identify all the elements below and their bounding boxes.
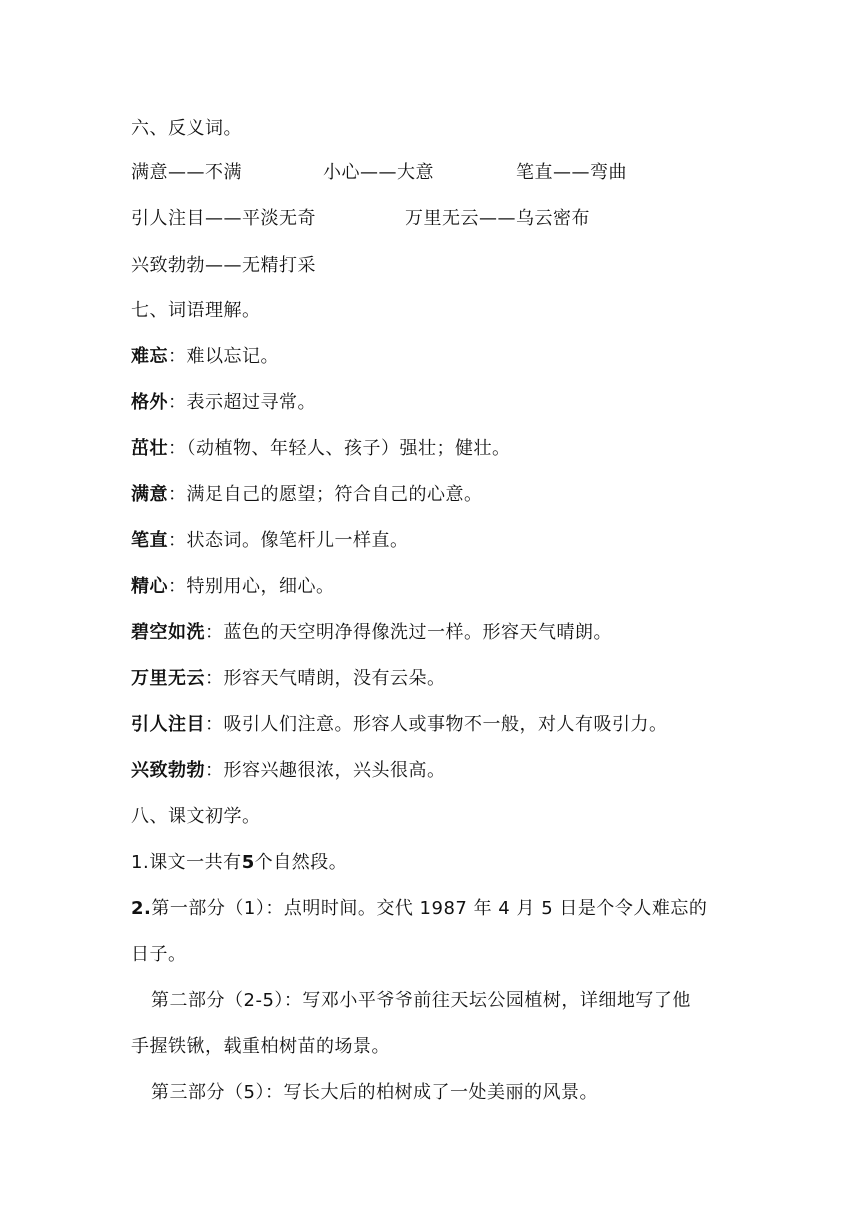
antonym-pair: 引人注目——平淡无奇 bbox=[131, 208, 316, 229]
vocab-item bbox=[131, 575, 335, 599]
vocab-definition: ：形容天气晴朗，没有云朵。 bbox=[205, 668, 446, 689]
text-span: 第一部分（1）：点明时间。交代 1987 年 4 月 5 日是个令人难忘的 bbox=[151, 898, 708, 919]
vocab-item bbox=[131, 621, 612, 645]
vocab-item bbox=[131, 529, 409, 553]
antonym-pair: 笔直——弯曲 bbox=[516, 162, 627, 183]
part-one-continuation: 日子。 bbox=[131, 944, 187, 965]
part-two-continuation: 手握铁锹，载重柏树苗的场景。 bbox=[131, 1036, 390, 1057]
vocab-item bbox=[131, 713, 668, 737]
vocab-term: 格外 bbox=[131, 392, 168, 413]
vocab-term: 万里无云 bbox=[131, 668, 205, 689]
vocab-item bbox=[131, 483, 483, 507]
vocab-term: 碧空如洗 bbox=[131, 622, 205, 643]
antonym-pair: 小心——大意 bbox=[323, 162, 434, 183]
antonym-pair: 兴致勃勃——无精打采 bbox=[131, 255, 316, 276]
antonym-pair: 万里无云——乌云密布 bbox=[405, 208, 590, 229]
vocab-definition: ：表示超过寻常。 bbox=[168, 392, 316, 413]
vocab-item bbox=[131, 759, 446, 783]
vocab-definition: ：形容兴趣很浓，兴头很高。 bbox=[205, 760, 446, 781]
list-number: 1. bbox=[131, 852, 150, 873]
vocab-definition: ：特别用心，细心。 bbox=[168, 576, 335, 597]
vocab-term: 难忘 bbox=[131, 346, 168, 367]
vocab-term: 满意 bbox=[131, 484, 168, 505]
paragraph-count: 5 bbox=[241, 852, 255, 873]
vocab-term: 精心 bbox=[131, 576, 168, 597]
vocab-definition: ：满足自己的愿望；符合自己的心意。 bbox=[168, 484, 483, 505]
vocab-term: 兴致勃勃 bbox=[131, 760, 205, 781]
antonym-pair: 满意——不满 bbox=[131, 162, 242, 183]
section-heading-antonyms: 六、反义词。 bbox=[131, 118, 242, 139]
vocab-item bbox=[131, 345, 279, 369]
vocab-item bbox=[131, 437, 511, 461]
section-heading-vocabulary: 七、词语理解。 bbox=[131, 300, 261, 321]
section-heading-text-study: 八、课文初学。 bbox=[131, 806, 261, 827]
vocab-term: 茁壮 bbox=[131, 438, 168, 459]
vocab-definition: ：（动植物、年轻人、孩子）强壮；健壮。 bbox=[168, 438, 511, 459]
vocab-definition: ：难以忘记。 bbox=[168, 346, 279, 367]
text-span: 课文一共有 bbox=[149, 852, 242, 873]
part-one-line bbox=[131, 897, 707, 921]
vocab-definition: ：状态词。像笔杆儿一样直。 bbox=[168, 530, 409, 551]
vocab-item bbox=[131, 667, 446, 691]
list-number: 2. bbox=[131, 898, 152, 919]
vocab-item bbox=[131, 391, 316, 415]
paragraph-count-line bbox=[131, 851, 347, 875]
vocab-term: 引人注目 bbox=[131, 714, 205, 735]
text-span: 个自然段。 bbox=[254, 852, 348, 873]
part-two-line: 第二部分（2-5）：写邓小平爷爷前往天坛公园植树，详细地写了他 bbox=[151, 990, 691, 1011]
part-three-line: 第三部分（5）：写长大后的柏树成了一处美丽的风景。 bbox=[151, 1082, 598, 1103]
vocab-definition: ：蓝色的天空明净得像洗过一样。形容天气晴朗。 bbox=[205, 622, 612, 643]
vocab-term: 笔直 bbox=[131, 530, 168, 551]
vocab-definition: ：吸引人们注意。形容人或事物不一般，对人有吸引力。 bbox=[205, 714, 668, 735]
